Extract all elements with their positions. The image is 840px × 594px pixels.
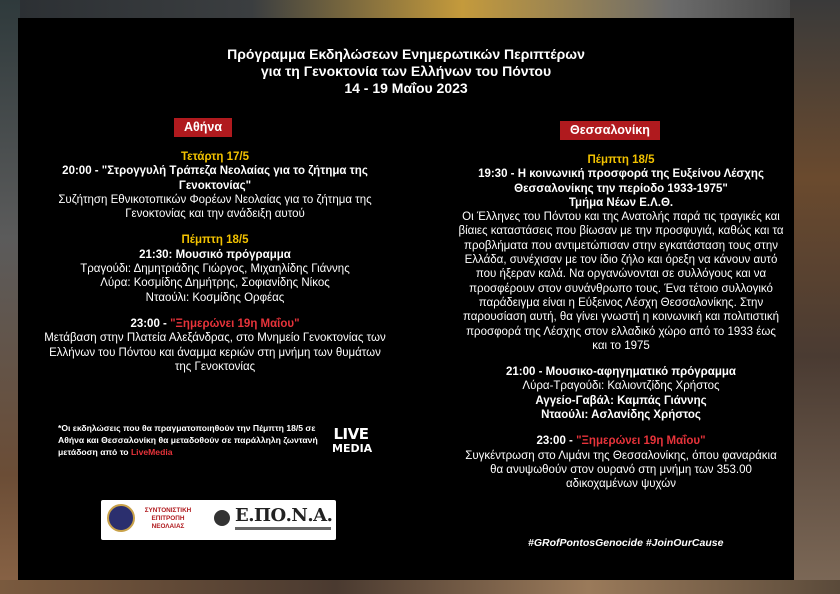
thessaloniki-event-2-line-1: Λύρα-Τραγούδι: Καλιοντζίδης Χρήστος <box>522 380 720 393</box>
livemedia-logo-line-2: MEDIA <box>332 442 373 455</box>
athens-event-1-desc: Συζήτηση Εθνικοτοπικών Φορέων Νεολαίας για το ζήτημα της Γενοκτονίας και την ανάδειξη αυτού <box>58 193 372 221</box>
thessaloniki-event-1 <box>458 153 784 353</box>
epona-logo-text: Ε.ΠΟ.Ν.Α. <box>235 505 333 526</box>
thessaloniki-event-3-title: "Ξημερώνει 19η Μαΐου" <box>576 435 706 448</box>
athens-event-3-time: 23:00 - <box>130 317 171 330</box>
athens-event-3-heading <box>42 317 388 331</box>
athens-day-2: Πέμπτη 18/5 <box>181 234 249 247</box>
livemedia-logo <box>332 425 373 456</box>
livemedia-link[interactable]: LiveMedia <box>130 447 173 457</box>
athens-label: Αθήνα <box>174 118 232 137</box>
committee-logo-text: ΣΥΝΤΟΝΙΣΤΙΚΗ ΕΠΙΤΡΟΠΗ ΝΕΟΛΑΙΑΣ <box>144 507 192 530</box>
athens-event-1 <box>42 150 388 221</box>
athens-event-2 <box>42 233 388 304</box>
thessaloniki-event-3 <box>458 434 784 491</box>
athens-event-2-line-3: Νταούλι: Κοσμίδης Ορφέας <box>145 291 285 304</box>
athens-day-1: Τετάρτη 17/5 <box>180 151 250 163</box>
thessaloniki-event-1-desc: Οι Έλληνες του Πόντου και της Ανατολής παρά τις τραγικές και βίαιες καταστάσεις που βίωσαν με την προσφυγιά, καθώς και τα προβλήματα που αντιμετώπισαν στην εγκατάσταση τους στην Ελλάδα, συνέχισαν με τον ίδιο ζήλο και όρεξη να κάνουν αυτό που ήξεραν καλά. Να οργανώνονται σε συλλόγους και να προσφέρουν στον συνάνθρωπο τους. Ένα τέτοιο συλλογικό παράδειγμα είναι η Εύξεινος Λέσχη Θεσσαλονίκης. Στην παρουσίαση αυτή, θα γίνει γνωστή η κοινωνική και πολιτιστική προσφορά της Λέσχης στον ελλαδικό χώρο από το 1933 έως και το 1975 <box>458 211 784 352</box>
page-title <box>18 46 794 97</box>
epona-emblem-icon <box>214 510 230 526</box>
thessaloniki-event-1-sub: Τμήμα Νέων Ε.Λ.Θ. <box>568 196 674 209</box>
thessaloniki-event-2-title: 21:00 - Μουσικο-αφηγηματικό πρόγραμμα <box>506 366 736 379</box>
athens-event-3-title: "Ξημερώνει 19η Μαΐου" <box>170 317 300 330</box>
background-photo-right <box>790 0 840 594</box>
committee-seal-icon <box>107 504 135 532</box>
title-line-2: για τη Γενοκτονία των Ελλήνων του Πόντου <box>260 63 552 79</box>
background-photo-left <box>0 0 20 594</box>
thessaloniki-label: Θεσσαλονίκη <box>560 121 660 140</box>
athens-event-2-line-2: Λύρα: Κοσμίδης Δημήτρης, Σοφιανίδης Νίκος <box>100 277 330 290</box>
thessaloniki-event-2 <box>458 365 784 422</box>
program-panel <box>18 18 794 580</box>
livestream-note-text: *Οι εκδηλώσεις που θα πραγματοποιηθούν την Πέμπτη 18/5 σε Αθήνα και Θεσσαλονίκη θα μεταδοθούν σε παράλληλη ζωντανή μετάδοση από το <box>58 423 318 457</box>
thessaloniki-event-3-time: 23:00 - <box>536 435 577 448</box>
partner-logos <box>101 500 336 540</box>
hashtags: #GRofPontosGenocide #JoinOurCause <box>528 537 724 549</box>
background-photo-top <box>0 0 840 18</box>
livemedia-logo-line-1: LIVE <box>333 425 369 443</box>
thessaloniki-event-3-heading <box>458 434 784 448</box>
athens-event-3 <box>42 317 388 374</box>
background-photo-bottom <box>0 580 840 594</box>
thessaloniki-event-1-title: 19:30 - Η κοινωνική προσφορά της Ευξείνου Λέσχης Θεσσαλονίκης την περίοδο 1933-1975" <box>478 168 764 195</box>
thessaloniki-column <box>458 153 784 504</box>
thessaloniki-day-1: Πέμπτη 18/5 <box>587 154 655 166</box>
athens-event-1-title: 20:00 - "Στρογγυλή Τράπεζα Νεολαίας για το ζήτημα της Γενοκτονίας" <box>62 165 368 192</box>
athens-event-2-title: 21:30: Μουσικό πρόγραμμα <box>139 248 291 261</box>
thessaloniki-event-3-desc: Συγκέντρωση στο Λιμάνι της Θεσσαλονίκης, όπου φαναράκια θα ανυψωθούν στον ουρανό στη μνήμη των 353.00 αδικοχαμένων ψυχών <box>465 449 777 491</box>
epona-logo-underline <box>235 527 331 530</box>
livestream-note <box>58 422 320 458</box>
thessaloniki-event-2-line-3: Νταούλι: Ασλανίδης Χρήστος <box>541 409 701 422</box>
athens-event-3-desc: Μετάβαση στην Πλατεία Αλεξάνδρας, στο Μνημείο Γενοκτονίας των Ελλήνων του Πόντου και άναμμα κεριών στη μνήμη των θυμάτων της Γενοκτονίας <box>44 332 386 373</box>
thessaloniki-event-2-line-2: Αγγείο-Γαβάλ: Καμπάς Γιάννης <box>535 394 707 407</box>
athens-event-2-line-1: Τραγούδι: Δημητριάδης Γιώργος, Μιχαηλίδης Γιάννης <box>80 263 350 276</box>
title-dates: 14 - 19 Μαΐου 2023 <box>344 80 468 96</box>
athens-column <box>42 150 388 386</box>
title-line-1: Πρόγραμμα Εκδηλώσεων Ενημερωτικών Περιπτέρων <box>227 46 585 62</box>
